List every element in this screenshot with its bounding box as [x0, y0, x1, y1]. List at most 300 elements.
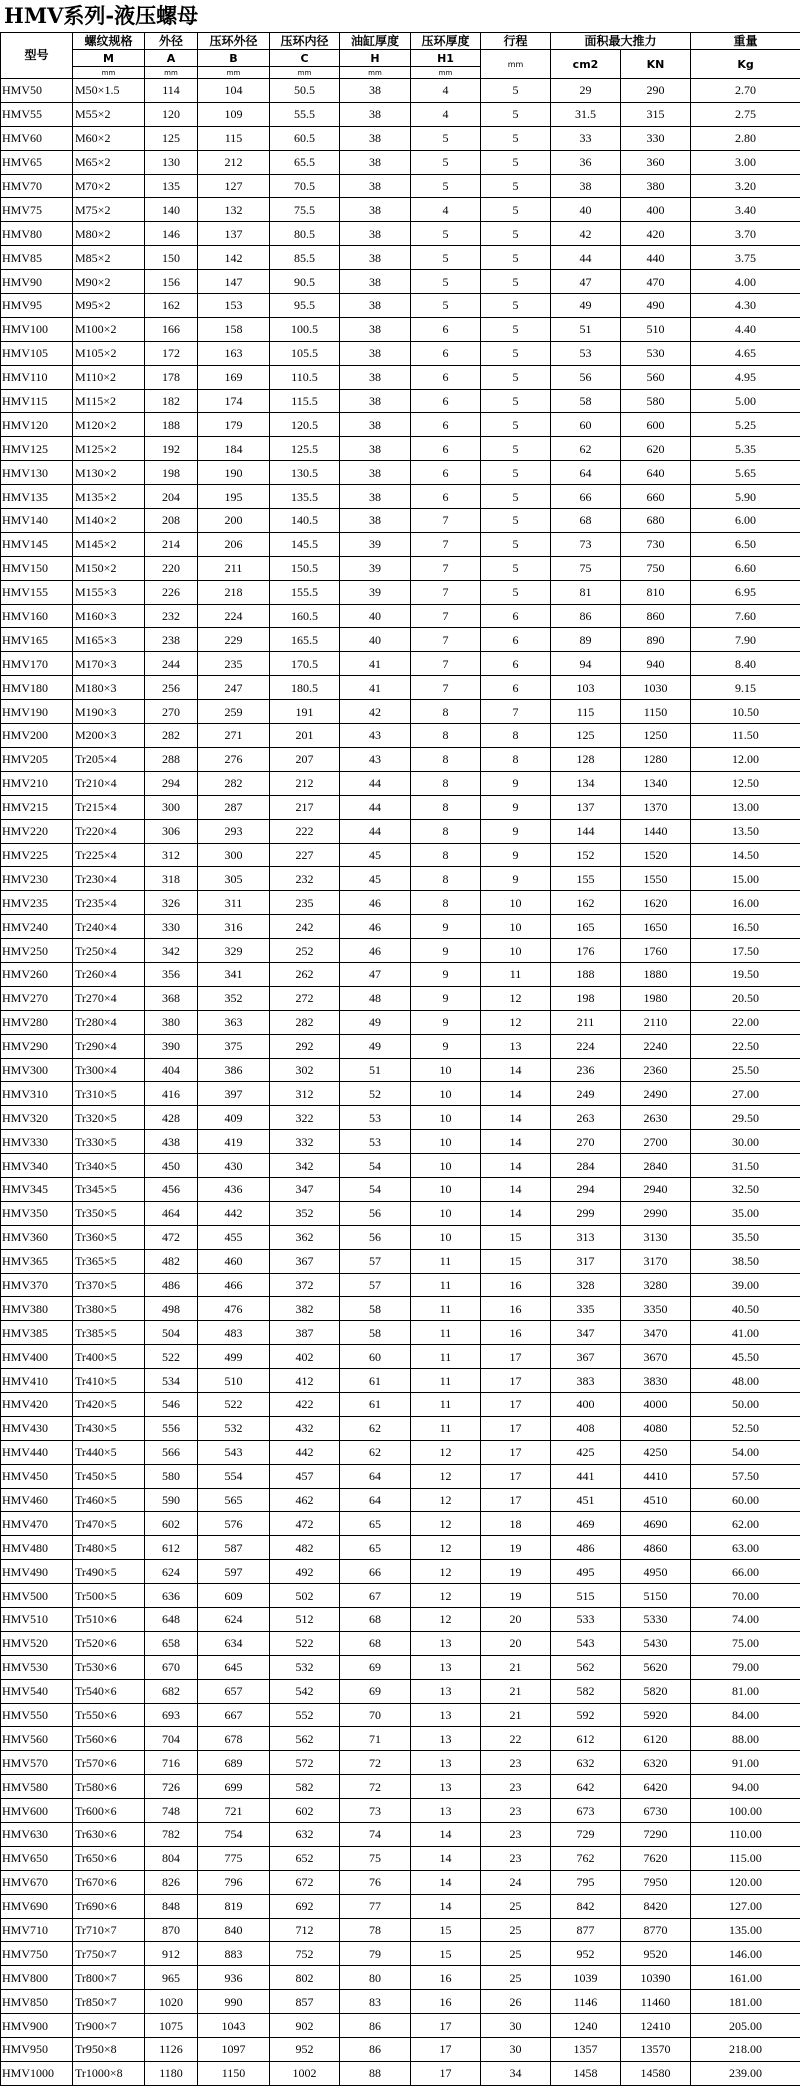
cell-ring-od: 184 — [198, 437, 270, 461]
cell-model: HMV150 — [1, 556, 73, 580]
cell-model: HMV380 — [1, 1297, 73, 1321]
cell-model: HMV850 — [1, 1990, 73, 2014]
cell-weight: 63.00 — [691, 1536, 800, 1560]
symbol-cylinder-thickness: H — [340, 50, 411, 67]
cell-weight: 88.00 — [691, 1727, 800, 1751]
cell-weight: 205.00 — [691, 2014, 800, 2038]
cell-cylinder-thickness: 58 — [340, 1321, 411, 1345]
cell-cylinder-thickness: 73 — [340, 1799, 411, 1823]
cell-force: 11460 — [621, 1990, 691, 2014]
cell-od: 438 — [145, 1130, 198, 1154]
cell-weight: 27.00 — [691, 1082, 800, 1106]
cell-weight: 3.75 — [691, 246, 800, 270]
cell-area: 89 — [551, 628, 621, 652]
cell-thread: Tr430×5 — [73, 1416, 145, 1440]
cell-stroke: 10 — [481, 891, 551, 915]
cell-weight: 16.00 — [691, 891, 800, 915]
cell-force: 890 — [621, 628, 691, 652]
cell-od: 670 — [145, 1655, 198, 1679]
cell-ring-od: 224 — [198, 604, 270, 628]
cell-ring-thickness: 13 — [411, 1655, 481, 1679]
cell-thread: Tr560×6 — [73, 1727, 145, 1751]
cell-od: 198 — [145, 461, 198, 485]
table-row — [1, 819, 800, 843]
cell-ring-od: 147 — [198, 270, 270, 294]
cell-stroke: 30 — [481, 2038, 551, 2062]
cell-od: 556 — [145, 1416, 198, 1440]
cell-model: HMV800 — [1, 1966, 73, 1990]
cell-force: 6730 — [621, 1799, 691, 1823]
cell-stroke: 21 — [481, 1655, 551, 1679]
cell-cylinder-thickness: 60 — [340, 1345, 411, 1369]
cell-ring-od: 386 — [198, 1058, 270, 1082]
cell-ring-id: 222 — [270, 819, 340, 843]
cell-model: HMV240 — [1, 915, 73, 939]
cell-ring-id: 712 — [270, 1918, 340, 1942]
cell-od: 188 — [145, 413, 198, 437]
cell-od: 566 — [145, 1440, 198, 1464]
cell-area: 347 — [551, 1321, 621, 1345]
cell-weight: 4.30 — [691, 294, 800, 318]
cell-cylinder-thickness: 78 — [340, 1918, 411, 1942]
table-row — [1, 437, 800, 461]
cell-od: 156 — [145, 270, 198, 294]
cell-cylinder-thickness: 49 — [340, 1010, 411, 1034]
unit-ring-od: mm — [198, 67, 270, 79]
table-row — [1, 652, 800, 676]
cell-force: 7620 — [621, 1846, 691, 1870]
table-row — [1, 1894, 800, 1918]
cell-force: 3350 — [621, 1297, 691, 1321]
cell-od: 428 — [145, 1106, 198, 1130]
cell-area: 211 — [551, 1010, 621, 1034]
cell-force: 330 — [621, 126, 691, 150]
cell-stroke: 17 — [481, 1440, 551, 1464]
cell-cylinder-thickness: 70 — [340, 1703, 411, 1727]
cell-force: 1280 — [621, 747, 691, 771]
cell-weight: 39.00 — [691, 1273, 800, 1297]
cell-stroke: 9 — [481, 867, 551, 891]
cell-od: 612 — [145, 1536, 198, 1560]
table-row — [1, 1488, 800, 1512]
cell-model: HMV170 — [1, 652, 73, 676]
cell-thread: Tr205×4 — [73, 747, 145, 771]
header-cylinder-thickness: 油缸厚度 — [340, 33, 411, 50]
cell-ring-id: 242 — [270, 915, 340, 939]
cell-weight: 3.40 — [691, 198, 800, 222]
cell-cylinder-thickness: 39 — [340, 556, 411, 580]
cell-model: HMV280 — [1, 1010, 73, 1034]
cell-ring-id: 180.5 — [270, 676, 340, 700]
cell-thread: Tr240×4 — [73, 915, 145, 939]
cell-cylinder-thickness: 38 — [340, 126, 411, 150]
cell-cylinder-thickness: 62 — [340, 1440, 411, 1464]
cell-cylinder-thickness: 61 — [340, 1392, 411, 1416]
table-header — [1, 33, 800, 79]
cell-thread: M65×2 — [73, 150, 145, 174]
cell-od: 826 — [145, 1870, 198, 1894]
cell-ring-id: 522 — [270, 1631, 340, 1655]
cell-thread: M135×2 — [73, 485, 145, 509]
cell-area: 53 — [551, 341, 621, 365]
cell-cylinder-thickness: 49 — [340, 1034, 411, 1058]
cell-cylinder-thickness: 65 — [340, 1512, 411, 1536]
cell-area: 29 — [551, 79, 621, 103]
table-row — [1, 1130, 800, 1154]
cell-ring-id: 332 — [270, 1130, 340, 1154]
cell-model: HMV460 — [1, 1488, 73, 1512]
cell-ring-od: 132 — [198, 198, 270, 222]
cell-force: 5920 — [621, 1703, 691, 1727]
table-row — [1, 1416, 800, 1440]
cell-force: 600 — [621, 413, 691, 437]
cell-force: 1340 — [621, 771, 691, 795]
cell-area: 335 — [551, 1297, 621, 1321]
cell-ring-od: 341 — [198, 962, 270, 986]
cell-weight: 12.50 — [691, 771, 800, 795]
cell-ring-id: 1002 — [270, 2061, 340, 2085]
cell-model: HMV75 — [1, 198, 73, 222]
cell-weight: 13.50 — [691, 819, 800, 843]
cell-ring-id: 65.5 — [270, 150, 340, 174]
cell-model: HMV190 — [1, 700, 73, 724]
cell-ring-od: 311 — [198, 891, 270, 915]
cell-model: HMV90 — [1, 270, 73, 294]
table-row — [1, 1106, 800, 1130]
cell-model: HMV365 — [1, 1249, 73, 1273]
cell-area: 451 — [551, 1488, 621, 1512]
cell-ring-thickness: 13 — [411, 1799, 481, 1823]
cell-ring-id: 90.5 — [270, 270, 340, 294]
cell-area: 81 — [551, 580, 621, 604]
cell-ring-thickness: 11 — [411, 1345, 481, 1369]
cell-stroke: 25 — [481, 1942, 551, 1966]
cell-area: 612 — [551, 1727, 621, 1751]
cell-weight: 7.60 — [691, 604, 800, 628]
cell-thread: Tr800×7 — [73, 1966, 145, 1990]
table-row — [1, 126, 800, 150]
cell-stroke: 14 — [481, 1130, 551, 1154]
cell-model: HMV215 — [1, 795, 73, 819]
cell-weight: 5.35 — [691, 437, 800, 461]
cell-weight: 5.25 — [691, 413, 800, 437]
cell-model: HMV670 — [1, 1870, 73, 1894]
cell-thread: Tr540×6 — [73, 1679, 145, 1703]
cell-cylinder-thickness: 64 — [340, 1464, 411, 1488]
cell-force: 1440 — [621, 819, 691, 843]
cell-model: HMV105 — [1, 341, 73, 365]
cell-ring-od: 1043 — [198, 2014, 270, 2038]
cell-stroke: 5 — [481, 79, 551, 103]
cell-weight: 5.65 — [691, 461, 800, 485]
cell-area: 408 — [551, 1416, 621, 1440]
cell-thread: M70×2 — [73, 174, 145, 198]
cell-area: 60 — [551, 413, 621, 437]
cell-model: HMV180 — [1, 676, 73, 700]
cell-ring-id: 115.5 — [270, 389, 340, 413]
table-row — [1, 1297, 800, 1321]
cell-force: 5430 — [621, 1631, 691, 1655]
cell-ring-od: 305 — [198, 867, 270, 891]
table-row — [1, 1751, 800, 1775]
cell-ring-od: 293 — [198, 819, 270, 843]
table-row — [1, 317, 800, 341]
cell-ring-thickness: 9 — [411, 915, 481, 939]
cell-ring-id: 542 — [270, 1679, 340, 1703]
cell-force: 1880 — [621, 962, 691, 986]
cell-weight: 30.00 — [691, 1130, 800, 1154]
cell-model: HMV450 — [1, 1464, 73, 1488]
cell-weight: 3.70 — [691, 222, 800, 246]
header-ring-thickness: 压环厚度 — [411, 33, 481, 50]
cell-ring-id: 672 — [270, 1870, 340, 1894]
cell-ring-od: 363 — [198, 1010, 270, 1034]
cell-cylinder-thickness: 44 — [340, 819, 411, 843]
table-row — [1, 1703, 800, 1727]
cell-thread: Tr365×5 — [73, 1249, 145, 1273]
cell-cylinder-thickness: 74 — [340, 1823, 411, 1847]
table-row — [1, 174, 800, 198]
cell-model: HMV330 — [1, 1130, 73, 1154]
cell-ring-od: 576 — [198, 1512, 270, 1536]
cell-model: HMV360 — [1, 1225, 73, 1249]
cell-ring-od: 466 — [198, 1273, 270, 1297]
cell-area: 51 — [551, 317, 621, 341]
cell-ring-thickness: 13 — [411, 1679, 481, 1703]
cell-model: HMV130 — [1, 461, 73, 485]
cell-thread: Tr900×7 — [73, 2014, 145, 2038]
table-row — [1, 1966, 800, 1990]
cell-ring-thickness: 7 — [411, 604, 481, 628]
cell-weight: 10.50 — [691, 700, 800, 724]
cell-thread: Tr950×8 — [73, 2038, 145, 2062]
cell-ring-od: 510 — [198, 1369, 270, 1393]
cell-thread: Tr345×5 — [73, 1177, 145, 1201]
cell-ring-id: 857 — [270, 1990, 340, 2014]
cell-weight: 62.00 — [691, 1512, 800, 1536]
table-row — [1, 1727, 800, 1751]
cell-stroke: 13 — [481, 1034, 551, 1058]
cell-area: 224 — [551, 1034, 621, 1058]
cell-cylinder-thickness: 53 — [340, 1106, 411, 1130]
cell-force: 13570 — [621, 2038, 691, 2062]
cell-thread: M190×3 — [73, 700, 145, 724]
cell-ring-id: 422 — [270, 1392, 340, 1416]
cell-ring-od: 276 — [198, 747, 270, 771]
cell-area: 49 — [551, 294, 621, 318]
cell-od: 482 — [145, 1249, 198, 1273]
cell-force: 2490 — [621, 1082, 691, 1106]
cell-ring-od: 430 — [198, 1154, 270, 1178]
cell-area: 441 — [551, 1464, 621, 1488]
cell-weight: 22.00 — [691, 1010, 800, 1034]
cell-ring-id: 492 — [270, 1560, 340, 1584]
table-body — [1, 79, 800, 2086]
cell-ring-id: 120.5 — [270, 413, 340, 437]
cell-area: 33 — [551, 126, 621, 150]
cell-area: 952 — [551, 1942, 621, 1966]
cell-weight: 94.00 — [691, 1775, 800, 1799]
cell-ring-od: 883 — [198, 1942, 270, 1966]
cell-od: 704 — [145, 1727, 198, 1751]
cell-force: 3670 — [621, 1345, 691, 1369]
cell-od: 648 — [145, 1608, 198, 1632]
header-stroke: 行程 — [481, 33, 551, 50]
cell-ring-thickness: 10 — [411, 1201, 481, 1225]
cell-cylinder-thickness: 79 — [340, 1942, 411, 1966]
cell-stroke: 6 — [481, 604, 551, 628]
table-row — [1, 1321, 800, 1345]
cell-cylinder-thickness: 38 — [340, 413, 411, 437]
cell-force: 750 — [621, 556, 691, 580]
cell-model: HMV350 — [1, 1201, 73, 1225]
cell-ring-thickness: 5 — [411, 126, 481, 150]
cell-stroke: 14 — [481, 1058, 551, 1082]
cell-weight: 6.60 — [691, 556, 800, 580]
cell-ring-od: 115 — [198, 126, 270, 150]
cell-stroke: 34 — [481, 2061, 551, 2085]
cell-stroke: 22 — [481, 1727, 551, 1751]
cell-ring-thickness: 11 — [411, 1416, 481, 1440]
cell-weight: 25.50 — [691, 1058, 800, 1082]
cell-cylinder-thickness: 69 — [340, 1655, 411, 1679]
cell-weight: 19.50 — [691, 962, 800, 986]
cell-ring-id: 252 — [270, 939, 340, 963]
cell-force: 6420 — [621, 1775, 691, 1799]
cell-ring-id: 352 — [270, 1201, 340, 1225]
cell-area: 317 — [551, 1249, 621, 1273]
cell-ring-thickness: 11 — [411, 1369, 481, 1393]
cell-thread: M140×2 — [73, 509, 145, 533]
cell-ring-id: 752 — [270, 1942, 340, 1966]
cell-stroke: 5 — [481, 294, 551, 318]
cell-ring-thickness: 11 — [411, 1321, 481, 1345]
cell-model: HMV55 — [1, 102, 73, 126]
cell-area: 328 — [551, 1273, 621, 1297]
cell-model: HMV540 — [1, 1679, 73, 1703]
cell-ring-od: 163 — [198, 341, 270, 365]
cell-weight: 11.50 — [691, 724, 800, 748]
cell-area: 40 — [551, 198, 621, 222]
cell-cylinder-thickness: 86 — [340, 2038, 411, 2062]
cell-weight: 74.00 — [691, 1608, 800, 1632]
cell-weight: 3.00 — [691, 150, 800, 174]
cell-area: 56 — [551, 365, 621, 389]
cell-weight: 7.90 — [691, 628, 800, 652]
cell-stroke: 5 — [481, 556, 551, 580]
cell-weight: 45.50 — [691, 1345, 800, 1369]
cell-od: 232 — [145, 604, 198, 628]
cell-ring-od: 721 — [198, 1799, 270, 1823]
cell-ring-od: 460 — [198, 1249, 270, 1273]
cell-cylinder-thickness: 38 — [340, 437, 411, 461]
cell-ring-od: 436 — [198, 1177, 270, 1201]
cell-cylinder-thickness: 75 — [340, 1846, 411, 1870]
cell-weight: 100.00 — [691, 1799, 800, 1823]
cell-force: 1370 — [621, 795, 691, 819]
cell-area: 73 — [551, 532, 621, 556]
cell-ring-id: 160.5 — [270, 604, 340, 628]
cell-force: 3830 — [621, 1369, 691, 1393]
cell-area: 1458 — [551, 2061, 621, 2085]
cell-force: 580 — [621, 389, 691, 413]
cell-weight: 16.50 — [691, 915, 800, 939]
cell-cylinder-thickness: 57 — [340, 1249, 411, 1273]
cell-stroke: 16 — [481, 1321, 551, 1345]
cell-weight: 4.00 — [691, 270, 800, 294]
cell-ring-thickness: 9 — [411, 1034, 481, 1058]
cell-ring-thickness: 8 — [411, 867, 481, 891]
header-weight: 重量 — [691, 33, 800, 50]
cell-force: 4000 — [621, 1392, 691, 1416]
cell-cylinder-thickness: 57 — [340, 1273, 411, 1297]
cell-area: 642 — [551, 1775, 621, 1799]
cell-od: 135 — [145, 174, 198, 198]
cell-area: 486 — [551, 1536, 621, 1560]
cell-od: 125 — [145, 126, 198, 150]
cell-cylinder-thickness: 44 — [340, 771, 411, 795]
cell-model: HMV120 — [1, 413, 73, 437]
cell-thread: M90×2 — [73, 270, 145, 294]
cell-ring-thickness: 12 — [411, 1608, 481, 1632]
cell-cylinder-thickness: 53 — [340, 1130, 411, 1154]
cell-force: 2700 — [621, 1130, 691, 1154]
cell-ring-id: 692 — [270, 1894, 340, 1918]
cell-ring-id: 472 — [270, 1512, 340, 1536]
cell-od: 140 — [145, 198, 198, 222]
cell-cylinder-thickness: 42 — [340, 700, 411, 724]
cell-stroke: 5 — [481, 198, 551, 222]
cell-ring-id: 652 — [270, 1846, 340, 1870]
cell-model: HMV125 — [1, 437, 73, 461]
unit-ring-thickness: mm — [411, 67, 481, 79]
table-row — [1, 461, 800, 485]
cell-ring-id: 312 — [270, 1082, 340, 1106]
cell-area: 134 — [551, 771, 621, 795]
cell-area: 1039 — [551, 1966, 621, 1990]
cell-weight: 91.00 — [691, 1751, 800, 1775]
cell-force: 1520 — [621, 843, 691, 867]
cell-weight: 239.00 — [691, 2061, 800, 2085]
cell-thread: Tr320×5 — [73, 1106, 145, 1130]
cell-ring-id: 155.5 — [270, 580, 340, 604]
cell-model: HMV710 — [1, 1918, 73, 1942]
cell-ring-thickness: 6 — [411, 317, 481, 341]
cell-ring-od: 419 — [198, 1130, 270, 1154]
cell-stroke: 5 — [481, 509, 551, 533]
table-row — [1, 1823, 800, 1847]
table-row — [1, 509, 800, 533]
cell-ring-id: 367 — [270, 1249, 340, 1273]
cell-cylinder-thickness: 38 — [340, 150, 411, 174]
cell-area: 383 — [551, 1369, 621, 1393]
cell-area: 367 — [551, 1345, 621, 1369]
cell-stroke: 8 — [481, 747, 551, 771]
cell-cylinder-thickness: 38 — [340, 246, 411, 270]
cell-cylinder-thickness: 72 — [340, 1751, 411, 1775]
cell-ring-thickness: 7 — [411, 652, 481, 676]
cell-force: 860 — [621, 604, 691, 628]
cell-od: 658 — [145, 1631, 198, 1655]
cell-cylinder-thickness: 44 — [340, 795, 411, 819]
cell-od: 182 — [145, 389, 198, 413]
cell-force: 5620 — [621, 1655, 691, 1679]
cell-force: 1550 — [621, 867, 691, 891]
cell-od: 368 — [145, 986, 198, 1010]
cell-thread: Tr570×6 — [73, 1751, 145, 1775]
cell-force: 730 — [621, 532, 691, 556]
cell-area: 36 — [551, 150, 621, 174]
